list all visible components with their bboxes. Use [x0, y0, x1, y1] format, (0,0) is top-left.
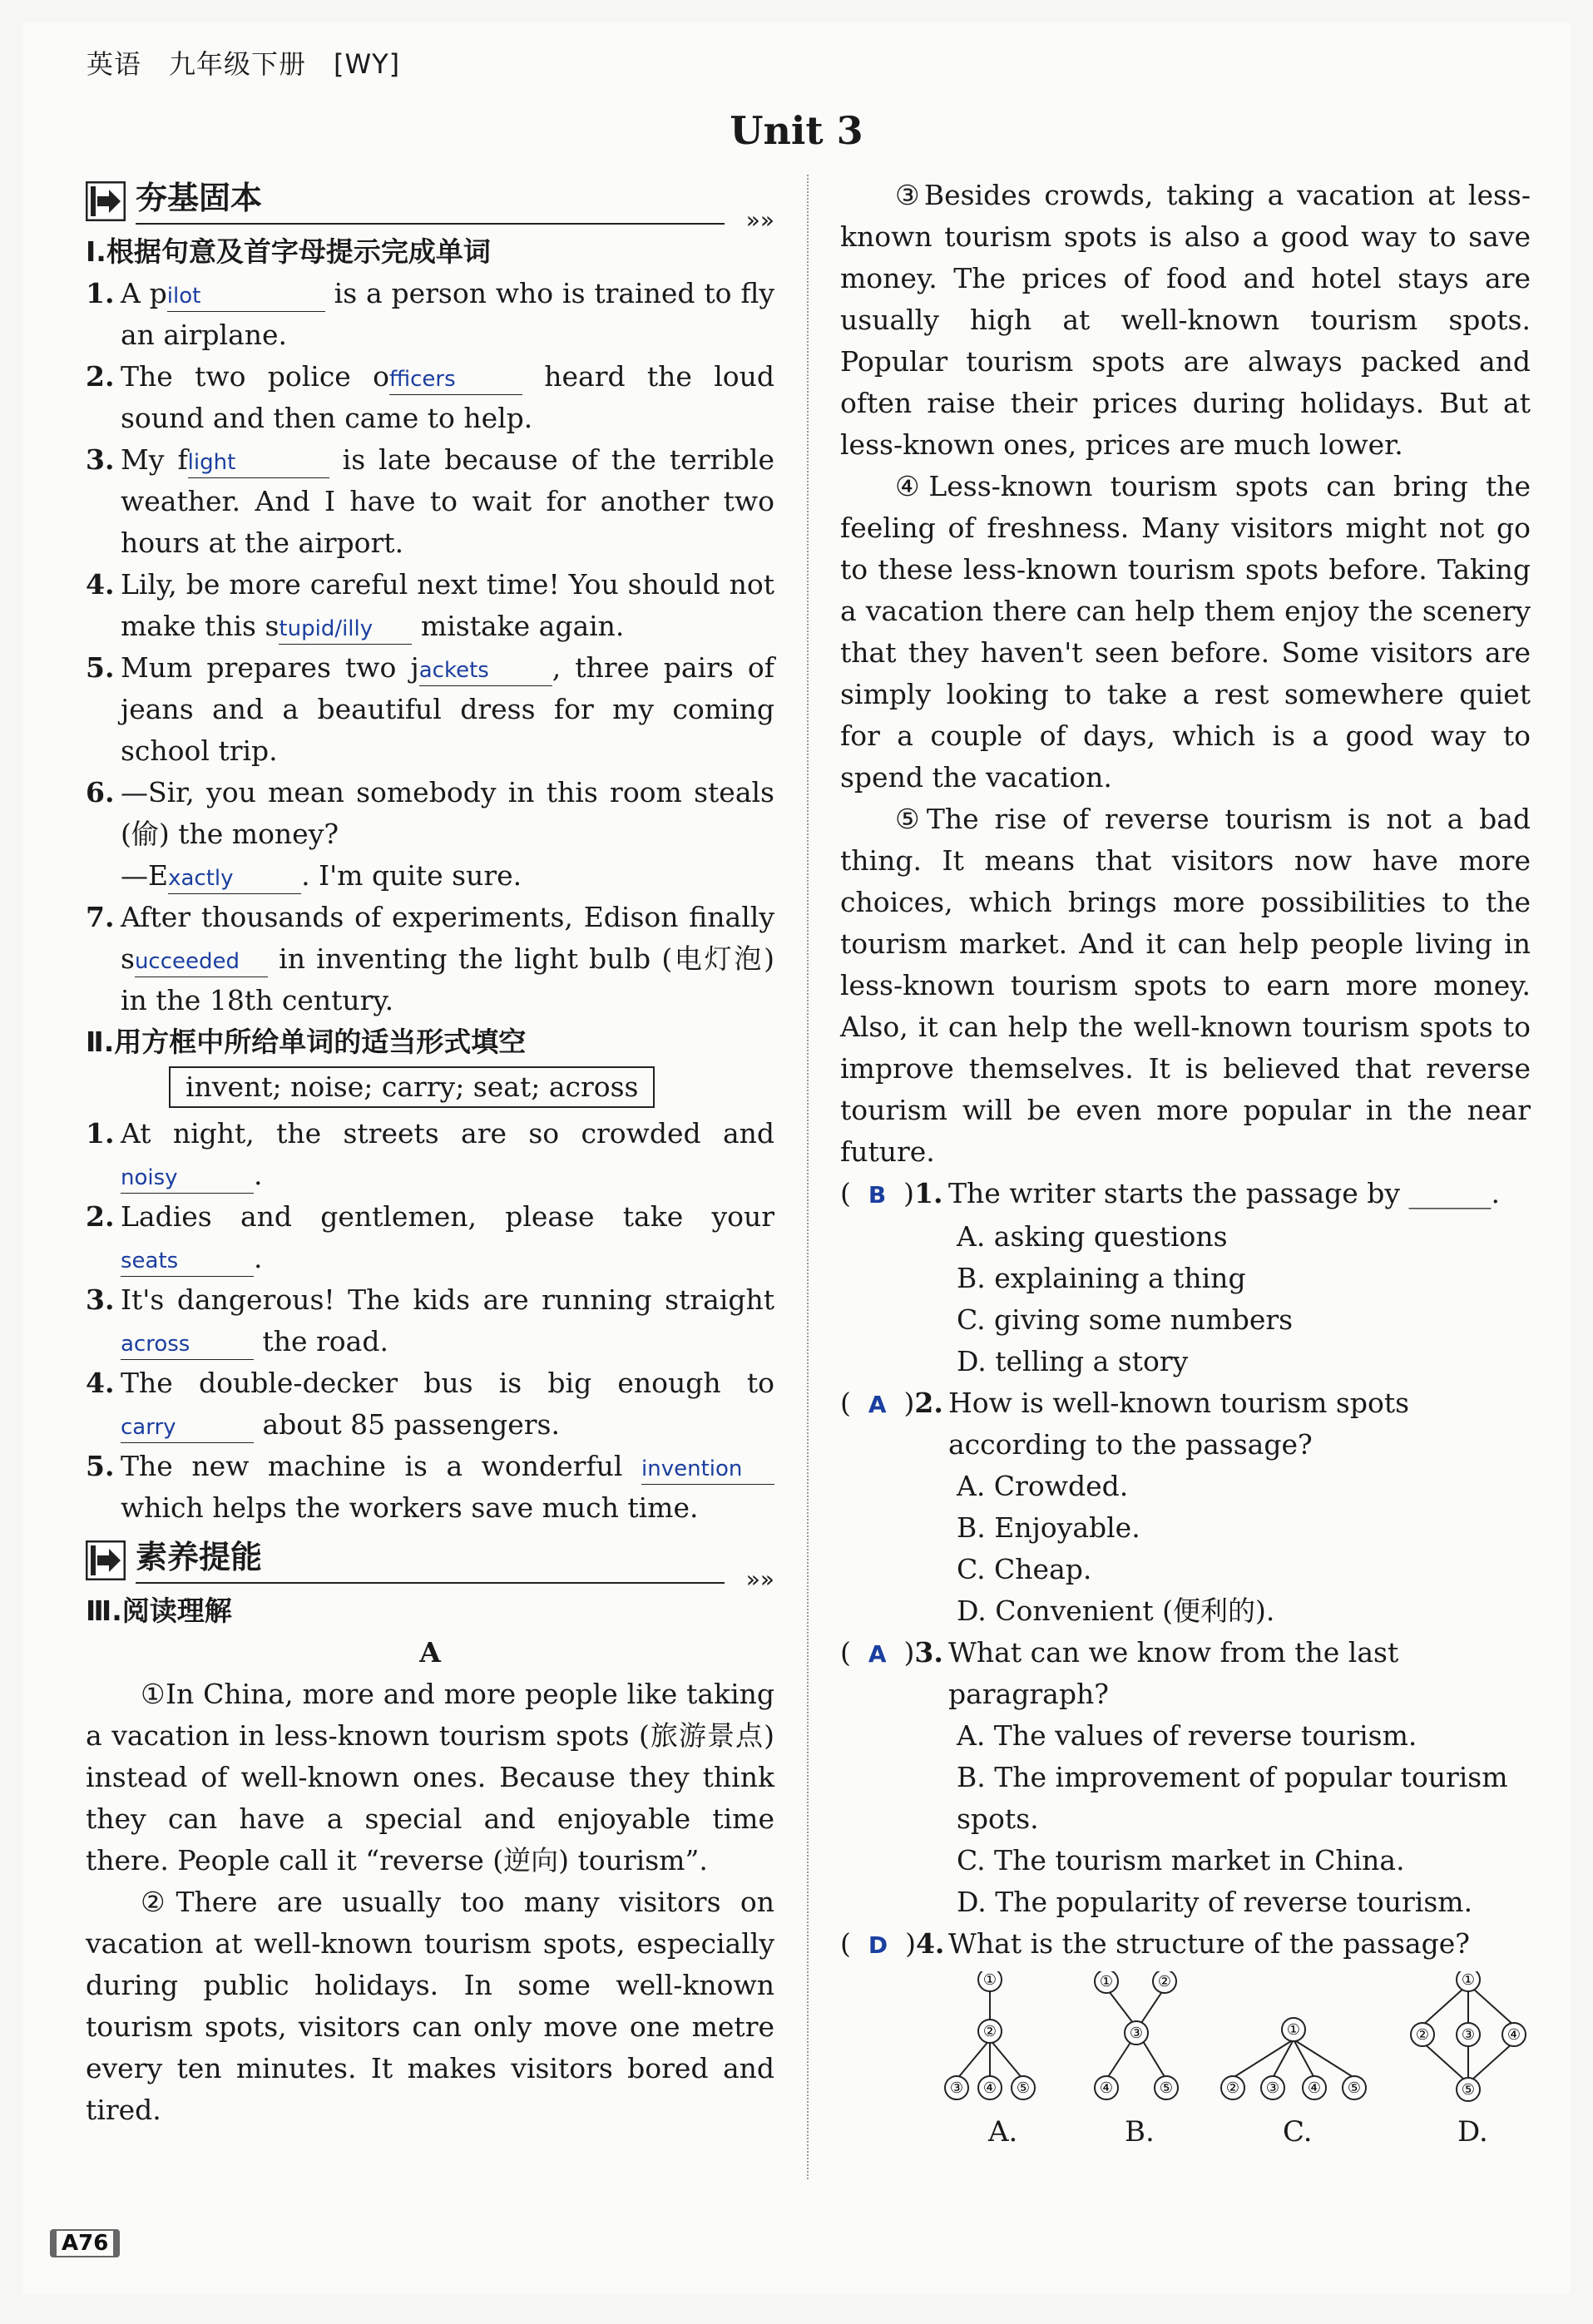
svg-text:④: ④: [1506, 2026, 1521, 2044]
svg-text:②: ②: [1157, 1973, 1172, 1990]
diagram-label: D.: [1457, 2115, 1488, 2148]
svg-text:①: ①: [982, 1971, 997, 1989]
exercise-item: 7. After thousands of experiments, Edison finally succeeded in inventing the light bulb (电灯泡) in the 18th century.: [86, 901, 774, 1016]
answer-blank[interactable]: seats: [121, 1244, 254, 1277]
exercise-item: 3. My flight is late because of the terrible weather. And I have to wait for another two hours at the airport.: [86, 443, 775, 559]
section-title: 夯基固本: [136, 180, 263, 216]
answer-blank[interactable]: carry: [121, 1410, 254, 1443]
passage-paragraph: ⑤The rise of reverse tourism is not a bad thing. It means that visitors now have more choices, which brings more possibilities to the tourism market. And it can help people living in less-known tourism spots to earn more money. Also, it can help the well-known tourism spots to improve themselves. It is believed that reverse tourism will be even more popular in the near future.: [840, 803, 1531, 1168]
section-title: 素养提能: [136, 1539, 263, 1575]
page-number-badge: [50, 2229, 120, 2257]
passage-paragraph: ②There are usually too many visitors on vacation at well-known tourism spots, especially during public holidays. In some well-known tourism spots, visitors can only move one metre every ten minutes. It makes visitors bored and tired.: [86, 1886, 774, 2126]
option[interactable]: C. Cheap.: [957, 1553, 1092, 1585]
section-header-2: [86, 1534, 774, 1593]
answer-blank[interactable]: across: [121, 1327, 254, 1360]
option[interactable]: C. giving some numbers: [957, 1303, 1294, 1336]
svg-text:③: ③: [1265, 2079, 1280, 2097]
svg-text:⑤: ⑤: [1159, 2079, 1174, 2097]
book-header: 英语 九年级下册 [WY]: [87, 48, 401, 80]
exercise-item: 2. The two police officers heard the loud sound and then came to help.: [86, 360, 775, 434]
page-number: A76: [57, 2231, 113, 2256]
part1-heading: Ⅰ.根据句意及首字母提示完成单词: [86, 235, 491, 268]
section-arrow-icon: [86, 181, 126, 221]
exercise-item: 5. Mum prepares two jackets , three pairs of jeans and a beautiful dress for my coming school trip.: [86, 651, 774, 767]
passage-paragraph: ①In China, more and more people like taking a vacation in less-known tourism spots (旅游景点) instead of well-known ones. Because they think they can have a special and enjoyable time there. People call it “reverse (逆向) tourism”.: [86, 1678, 774, 1877]
svg-text:③: ③: [1129, 2025, 1144, 2042]
answer-blank[interactable]: light: [188, 445, 329, 478]
right-column: [840, 175, 1531, 2154]
passage-paragraph: ③Besides crowds, taking a vacation at less-known tourism spots is also a good way to save money. The prices of food and hotel stays are usually high at well-known tourism spots. Popular tourism spots are always packed and often raise their prices during holidays. But at less-known ones, prices are much lower.: [840, 179, 1531, 461]
option[interactable]: B. The improvement of popular tourism spots.: [957, 1761, 1508, 1835]
option[interactable]: B. explaining a thing: [957, 1262, 1246, 1294]
svg-text:②: ②: [1225, 2079, 1240, 2097]
exercise-item: 1. A pilot is a person who is trained to fly an airplane.: [86, 277, 774, 351]
svg-text:③: ③: [949, 2079, 964, 2097]
diagram-b[interactable]: [1090, 1971, 1190, 2104]
svg-text:①: ①: [1461, 1971, 1476, 1989]
answer-blank[interactable]: xactly: [168, 861, 301, 894]
svg-text:⑤: ⑤: [1016, 2079, 1031, 2097]
option[interactable]: D. Convenient (便利的).: [957, 1595, 1275, 1627]
option[interactable]: A. asking questions: [957, 1220, 1228, 1253]
question: ( A )2. How is well-known tourism spots according to the passage?: [840, 1387, 1410, 1461]
exercise-item: 5. The new machine is a wonderful invention which helps the workers save much time.: [86, 1446, 774, 1529]
column-divider: [807, 175, 809, 2179]
left-column: [86, 175, 774, 2131]
answer-choice[interactable]: D: [868, 1931, 888, 1959]
part3-heading: Ⅲ.阅读理解: [86, 1595, 232, 1627]
answer-blank[interactable]: invention: [641, 1451, 774, 1485]
diagram-a[interactable]: [940, 1971, 1065, 2104]
question: ( D )4. What is the structure of the passage?: [840, 1927, 1470, 1960]
diagram-label: C.: [1283, 2115, 1313, 2148]
option[interactable]: B. Enjoyable.: [957, 1511, 1140, 1544]
section-rule: [136, 223, 725, 225]
exercise-item: 4. Lily, be more careful next time! You should not make this stupid/illy mistake again.: [86, 564, 774, 647]
svg-text:⑤: ⑤: [1347, 2079, 1362, 2097]
option[interactable]: D. The popularity of reverse tourism.: [957, 1886, 1473, 1918]
passage-paragraph: ④Less-known tourism spots can bring the feeling of freshness. Many visitors might not go to these less-known tourism spots before. Taking a vacation there can help them enjoy the scenery that they haven't seen before. Some visitors are simply looking to take a rest somewhere quiet for a couple of days, which is a good way to spend the vacation.: [840, 470, 1531, 794]
option[interactable]: C. The tourism market in China.: [957, 1844, 1405, 1877]
answer-choice[interactable]: B: [868, 1181, 887, 1209]
exercise-item: 6. —Sir, you mean somebody in this room steals (偷) the money? —Exactly . I'm quite sure.: [86, 772, 774, 897]
exercise-item: 1. At night, the streets are so crowded and noisy .: [86, 1113, 774, 1196]
svg-text:③: ③: [1461, 2026, 1476, 2044]
question: ( A )3. What can we know from the last paragraph?: [840, 1636, 1399, 1710]
section-rule: [136, 1582, 725, 1584]
option[interactable]: D. telling a story: [957, 1345, 1189, 1377]
question: ( B )1. The writer starts the passage by ______.: [840, 1177, 1501, 1209]
unit-title: Unit 3: [730, 108, 863, 153]
svg-text:④: ④: [1099, 2079, 1114, 2097]
answer-blank[interactable]: ucceeded: [135, 944, 268, 977]
answer-blank[interactable]: ilot: [167, 279, 325, 312]
answer-blank[interactable]: fficers: [389, 362, 522, 395]
svg-text:④: ④: [982, 2079, 997, 2097]
section-header-1: [86, 175, 774, 234]
exercise-item: 3. It's dangerous! The kids are running straight across the road.: [86, 1279, 774, 1362]
section-arrow-icon: [86, 1540, 126, 1580]
diagram-d[interactable]: [1406, 1971, 1531, 2113]
diagram-label: B.: [1125, 2115, 1155, 2148]
svg-text:①: ①: [1099, 1973, 1114, 1990]
svg-text:④: ④: [1307, 2079, 1322, 2097]
svg-text:①: ①: [1286, 2021, 1301, 2039]
diagram-c[interactable]: [1215, 1971, 1373, 2104]
answer-blank[interactable]: noisy: [121, 1160, 254, 1194]
option[interactable]: A. The values of reverse tourism.: [957, 1719, 1417, 1752]
passage-label: A: [419, 1636, 441, 1669]
chevrons-icon: »»: [745, 1565, 774, 1593]
part2-heading: Ⅱ.用方框中所给单词的适当形式填空: [86, 1026, 527, 1058]
answer-blank[interactable]: tupid/illy: [279, 611, 412, 645]
chevrons-icon: »»: [745, 206, 774, 234]
word-box: invent; noise; carry; seat; across: [169, 1066, 655, 1108]
svg-text:②: ②: [982, 2023, 997, 2040]
answer-choice[interactable]: A: [868, 1391, 887, 1418]
answer-blank[interactable]: ackets: [419, 653, 552, 686]
exercise-item: 4. The double-decker bus is big enough to carry about 85 passengers.: [86, 1362, 774, 1446]
diagram-label: A.: [988, 2115, 1018, 2148]
structure-diagrams: [840, 1971, 1531, 2154]
option[interactable]: A. Crowded.: [957, 1470, 1129, 1502]
exercise-item: 2. Ladies and gentlemen, please take your seats .: [86, 1196, 774, 1279]
svg-text:②: ②: [1415, 2026, 1430, 2044]
answer-choice[interactable]: A: [868, 1640, 887, 1668]
svg-text:⑤: ⑤: [1461, 2081, 1476, 2099]
